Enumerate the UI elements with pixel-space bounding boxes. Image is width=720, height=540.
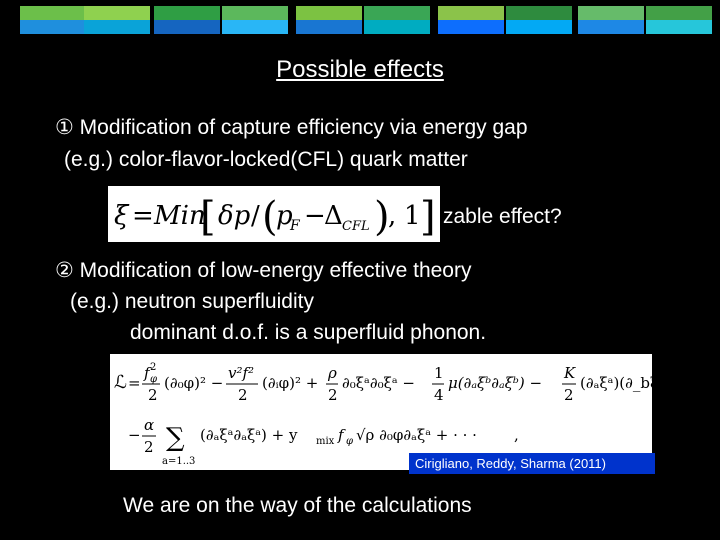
svg-text:ρ: ρ bbox=[328, 364, 337, 382]
svg-text:1: 1 bbox=[404, 201, 421, 231]
svg-text:Δ: Δ bbox=[324, 201, 343, 231]
svg-text:a=1..3: a=1..3 bbox=[162, 456, 196, 467]
svg-text:F: F bbox=[290, 218, 300, 234]
formula-capture-efficiency-graphic bbox=[108, 186, 440, 242]
item1-example: (e.g.) color-flavor-locked(CFL) quark matter bbox=[64, 148, 468, 171]
svg-text:2: 2 bbox=[564, 386, 574, 404]
svg-text:/: / bbox=[251, 201, 260, 231]
conclusion-text: We are on the way of the calculations bbox=[123, 494, 472, 517]
header-tile bbox=[154, 6, 220, 34]
svg-text:(∂ᵢφ)² +: (∂ᵢφ)² + bbox=[262, 374, 319, 392]
item2-detail: dominant d.o.f. is a superfluid phonon. bbox=[130, 321, 487, 344]
svg-text:√ρ ∂₀φ∂ₐξᵃ + · · ·: √ρ ∂₀φ∂ₐξᵃ + · · · bbox=[356, 426, 477, 444]
svg-text:K: K bbox=[564, 364, 576, 382]
svg-text:[: [ bbox=[200, 194, 216, 240]
svg-text:CFL: CFL bbox=[342, 219, 370, 234]
svg-text:v²f²: v²f² bbox=[228, 364, 255, 382]
svg-text:(∂ₐξᵃ)(∂_bξᵇ): (∂ₐξᵃ)(∂_bξᵇ) bbox=[580, 374, 671, 392]
svg-text:μ(∂ₐξᵇ∂ₐξᵇ) −: μ(∂ₐξᵇ∂ₐξᵇ) − bbox=[448, 374, 543, 392]
header-tile bbox=[364, 6, 430, 34]
svg-text:=: = bbox=[132, 201, 154, 231]
svg-text:): ) bbox=[374, 194, 390, 240]
svg-text:=: = bbox=[128, 374, 141, 392]
svg-text:1: 1 bbox=[434, 364, 444, 382]
svg-text:∑: ∑ bbox=[166, 423, 185, 453]
item2-heading: ② Modification of low-energy effective theory bbox=[55, 259, 472, 282]
svg-text:p: p bbox=[276, 201, 293, 231]
svg-text:ξ: ξ bbox=[114, 201, 129, 231]
svg-text:α: α bbox=[144, 416, 155, 434]
svg-text:φ: φ bbox=[346, 436, 354, 447]
header-tile bbox=[296, 6, 362, 34]
svg-text:2: 2 bbox=[328, 386, 338, 404]
svg-text:∂₀ξᵃ∂₀ξᵃ −: ∂₀ξᵃ∂₀ξᵃ − bbox=[342, 374, 415, 392]
svg-text:2: 2 bbox=[150, 362, 157, 373]
header-tile bbox=[222, 6, 288, 34]
svg-text:f: f bbox=[144, 364, 150, 382]
item1-heading: ① Modification of capture efficiency via energy gap bbox=[55, 116, 528, 139]
svg-text:−: − bbox=[304, 201, 326, 231]
svg-text:4: 4 bbox=[434, 386, 444, 404]
svg-text:Min: Min bbox=[154, 201, 206, 231]
item2-example: (e.g.) neutron superfluidity bbox=[70, 290, 314, 313]
slide-title: Possible effects bbox=[276, 56, 444, 83]
svg-text:(: ( bbox=[262, 194, 278, 240]
header-tile bbox=[20, 6, 86, 34]
formula-capture-efficiency bbox=[108, 186, 440, 242]
svg-text:δp: δp bbox=[218, 201, 251, 231]
header-tile bbox=[506, 6, 572, 34]
svg-text:2: 2 bbox=[144, 438, 154, 456]
citation-label: Cirigliano, Reddy, Sharma (2011) bbox=[409, 453, 655, 474]
header-tile bbox=[438, 6, 504, 34]
header-tile bbox=[646, 6, 712, 34]
svg-text:2: 2 bbox=[238, 386, 248, 404]
header-tile-bar bbox=[0, 0, 720, 40]
header-tile bbox=[84, 6, 150, 34]
svg-text:(∂ₐξᵃ∂ₐξᵃ) + y: (∂ₐξᵃ∂ₐξᵃ) + y bbox=[200, 426, 298, 444]
svg-text:]: ] bbox=[420, 194, 436, 240]
svg-text:,: , bbox=[514, 426, 519, 444]
svg-text:,: , bbox=[388, 201, 397, 231]
svg-text:mix: mix bbox=[316, 436, 335, 447]
svg-text:2: 2 bbox=[148, 386, 158, 404]
header-tile bbox=[578, 6, 644, 34]
svg-text:(∂₀φ)² −: (∂₀φ)² − bbox=[164, 374, 224, 392]
svg-text:−: − bbox=[128, 426, 141, 444]
item1-side-note: zable effect? bbox=[443, 205, 562, 228]
svg-text:f: f bbox=[338, 426, 344, 444]
svg-text:ℒ: ℒ bbox=[114, 372, 127, 393]
svg-text:φ: φ bbox=[150, 374, 158, 385]
